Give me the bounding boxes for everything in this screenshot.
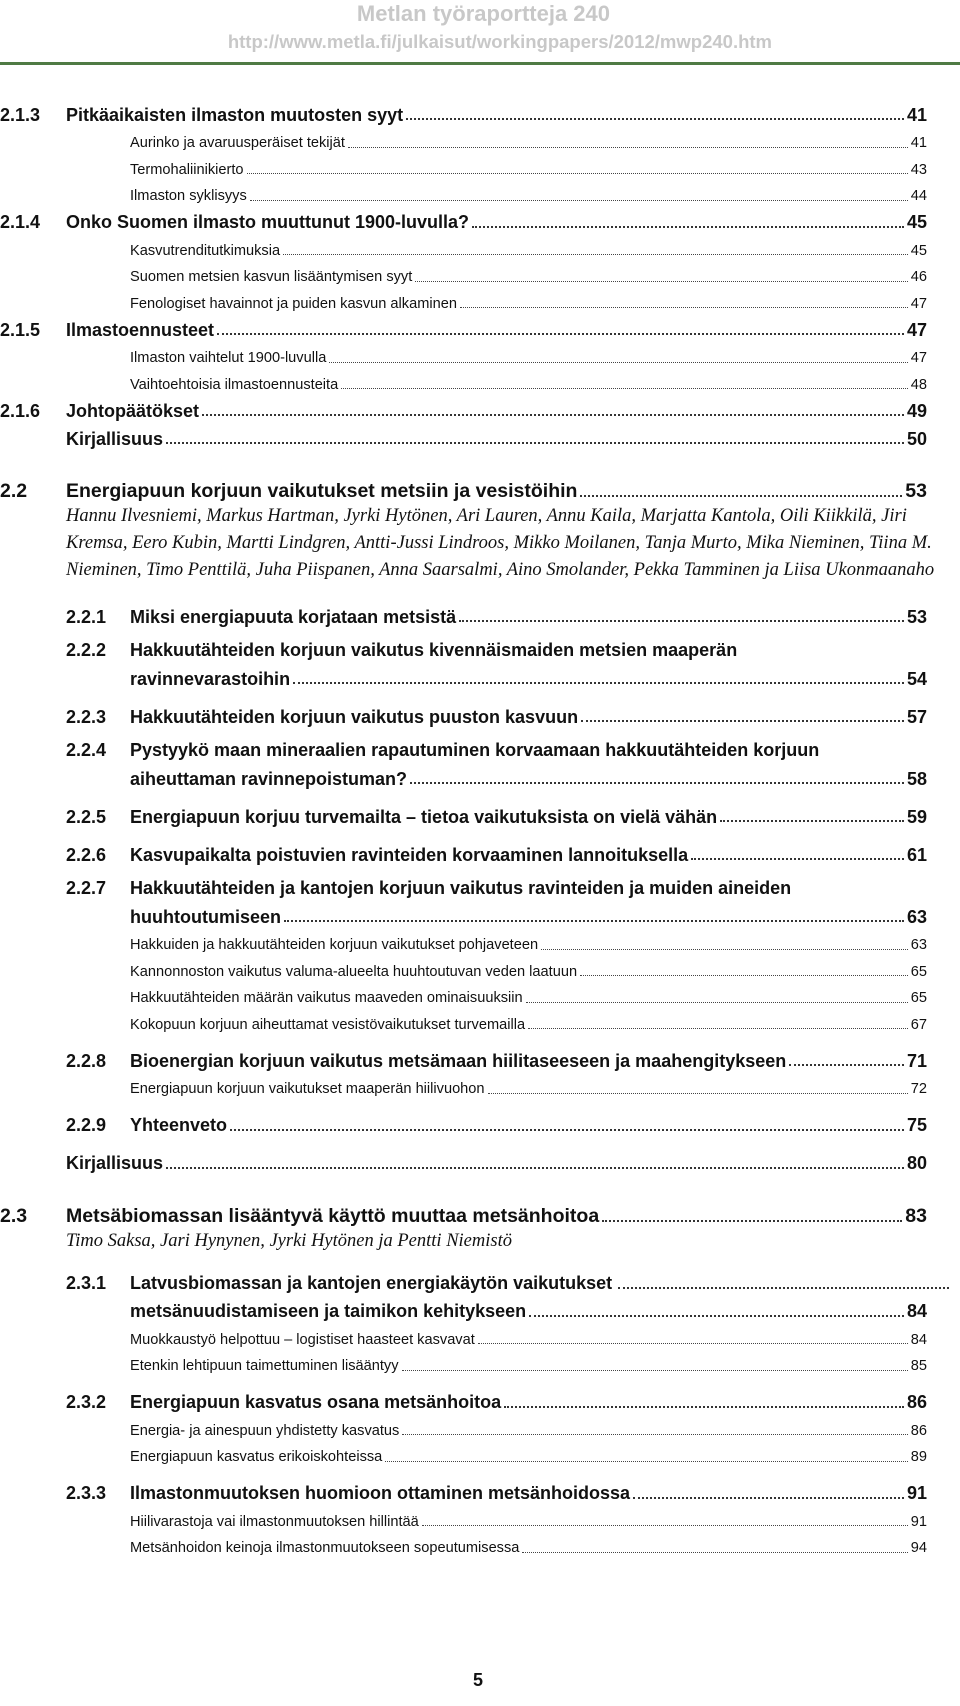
toc-subentry[interactable] xyxy=(130,1323,927,1350)
page-number: 59 xyxy=(906,806,927,827)
entry-title: Pitkäaikaisten ilmaston muutosten syyt xyxy=(66,104,404,125)
entry-title-line2: ravinnevarastoihin xyxy=(130,668,291,689)
page-number: 47 xyxy=(906,319,927,340)
section-number: 2.2.3 xyxy=(66,706,107,727)
section-number: 2.2 xyxy=(0,480,28,502)
page-number: 49 xyxy=(906,400,927,421)
dot-leader xyxy=(528,1028,908,1029)
toc-subentry[interactable] xyxy=(130,126,927,153)
toc-entry-2-1-4[interactable] xyxy=(0,206,927,234)
toc-entry-2-2-8[interactable] xyxy=(66,1044,927,1072)
dot-leader xyxy=(720,820,904,822)
section-number: 2.2.5 xyxy=(66,806,107,827)
entry-title: Metsäbiomassan lisääntyvä käyttö muuttaa metsänhoitoa xyxy=(66,1204,600,1227)
entry-title: Bioenergian korjuun vaikutus metsämaan hiilitaseeseen ja maahengitykseen xyxy=(130,1050,787,1071)
page-number: 67 xyxy=(910,1016,927,1033)
page-number: 86 xyxy=(906,1392,927,1413)
entry-title-line2: metsänuudistamiseen ja taimikon kehitykseen xyxy=(130,1301,527,1322)
toc-subentry[interactable] xyxy=(130,234,927,261)
toc-entry-2-2[interactable] xyxy=(0,472,927,503)
entry-title: Energiapuun korjuu turvemailta – tietoa vaikutuksista on vielä vähän xyxy=(130,806,718,827)
page-number: 85 xyxy=(910,1358,927,1375)
section-number: 2.1.3 xyxy=(0,104,41,125)
toc-entry-2-3-2[interactable] xyxy=(66,1386,927,1414)
dot-leader xyxy=(283,254,908,255)
page-number: 57 xyxy=(906,706,927,727)
entry-title: Energiapuun kasvatus erikoiskohteissa xyxy=(130,1449,383,1466)
page-number: 89 xyxy=(910,1449,927,1466)
section-number: 2.2.4 xyxy=(66,740,107,760)
dot-leader xyxy=(385,1461,907,1462)
entry-title-line1: Hakkuutähteiden ja kantojen korjuun vaikutus ravinteiden ja muiden aineiden xyxy=(130,878,792,898)
toc-subentry[interactable] xyxy=(130,341,927,368)
page-number: 83 xyxy=(905,1204,927,1227)
toc-subentry[interactable] xyxy=(130,1505,927,1532)
dot-leader xyxy=(166,442,904,444)
toc-subentry[interactable] xyxy=(130,287,927,314)
dot-leader xyxy=(529,1315,904,1317)
page-number: 86 xyxy=(910,1422,927,1439)
page-number: 45 xyxy=(910,242,927,259)
page-number: 47 xyxy=(910,350,927,367)
dot-leader xyxy=(422,1525,908,1526)
entry-title: Hakkuutähteiden korjuun vaikutus puuston kasvuun xyxy=(130,706,579,727)
dot-leader xyxy=(341,388,908,389)
dot-leader xyxy=(618,1287,949,1289)
section-number: 2.3 xyxy=(0,1204,28,1227)
section-number: 2.2.1 xyxy=(66,606,107,627)
entry-title: Kirjallisuus xyxy=(66,1153,164,1174)
section-number: 2.2.6 xyxy=(66,844,107,865)
page-number: 72 xyxy=(910,1081,927,1098)
dot-leader xyxy=(230,1129,904,1131)
section-number: 2.3.2 xyxy=(66,1392,107,1413)
entry-title: Kannonnoston vaikutus valuma-alueelta huuhtoutuvan veden laatuun xyxy=(130,963,578,980)
page-number: 44 xyxy=(910,188,927,205)
dot-leader xyxy=(478,1343,908,1344)
toc-subentry[interactable] xyxy=(130,955,927,982)
entry-title: Yhteenveto xyxy=(130,1115,228,1136)
section-authors: Hannu Ilvesniemi, Markus Hartman, Jyrki Hytönen, Ari Lauren, Annu Kaila, Marjatta Kantola, Oili Kiikkilä, Jiri Kremsa, Eero Kubin, Martti Lindgren, Antti-Jussi Lindroos, Mikko Moilanen, Tanja Murto, Mika Nieminen, Tiina M. Nieminen, Timo Penttilä, Juha Piispanen, Anna Saarsalmi, Aino Smolander, Pekka Tamminen ja Liisa Ukonmaanaho xyxy=(66,506,935,580)
entry-title-line1: Hakkuutähteiden korjuun vaikutus kivennäismaiden metsien maaperän xyxy=(130,640,738,660)
entry-title: Ilmaston vaihtelut 1900-luvulla xyxy=(130,350,327,367)
page-number: 75 xyxy=(906,1115,927,1136)
entry-title: Kasvupaikalta poistuvien ravinteiden korvaaminen lannoituksella xyxy=(130,844,689,865)
dot-leader xyxy=(402,1434,907,1435)
section-number: 2.3.3 xyxy=(66,1483,107,1504)
page-number: 94 xyxy=(910,1540,927,1557)
section-number: 2.1.6 xyxy=(0,400,41,421)
entry-title: Vaihtoehtoisia ilmastoennusteita xyxy=(130,376,339,393)
section-number: 2.1.5 xyxy=(0,319,41,340)
page-number: 47 xyxy=(910,295,927,312)
page-number: 41 xyxy=(910,135,927,152)
dot-leader xyxy=(789,1064,904,1066)
toc-subentry[interactable] xyxy=(130,368,927,395)
toc-subentry[interactable] xyxy=(130,1349,927,1376)
section-number: 2.2.2 xyxy=(66,640,107,660)
dot-leader xyxy=(166,1167,904,1169)
entry-title-line2: huuhtoutumiseen xyxy=(130,906,281,927)
dot-leader xyxy=(580,975,908,976)
section-number: 2.3.1 xyxy=(66,1272,107,1293)
page-number: 46 xyxy=(910,269,927,286)
page-number: 58 xyxy=(906,768,927,789)
toc-subentry[interactable] xyxy=(130,179,927,206)
dot-leader xyxy=(293,682,904,684)
page-number: 80 xyxy=(906,1153,927,1174)
entry-title: Miksi energiapuuta korjataan metsistä xyxy=(130,606,457,627)
toc-entry-2-2-6[interactable] xyxy=(66,838,927,866)
dot-leader xyxy=(472,226,904,228)
section-number: 2.2.8 xyxy=(66,1050,107,1071)
entry-title: Termohaliinikierto xyxy=(130,161,244,178)
entry-title: Hiilivarastoja vai ilmastonmuutoksen hillintää xyxy=(130,1513,419,1530)
page-number: 65 xyxy=(910,990,927,1007)
toc-entry-2-3-1[interactable] xyxy=(0,1271,960,1323)
section-number: 2.1.4 xyxy=(0,212,41,233)
entry-title: Onko Suomen ilmasto muuttunut 1900-luvulla? xyxy=(66,212,470,233)
page-number: 50 xyxy=(906,428,927,449)
entry-title: Johtopäätökset xyxy=(66,400,200,421)
dot-leader xyxy=(250,200,908,201)
toc-entry-kirjallisuus[interactable] xyxy=(66,1147,927,1175)
dot-leader xyxy=(415,281,907,282)
dot-leader xyxy=(633,1497,904,1499)
entry-title: Kasvutrenditutkimuksia xyxy=(130,242,281,259)
entry-title-line1: Latvusbiomassan ja kantojen energiakäytön vaikutukset xyxy=(130,1272,613,1293)
section-number: 2.2.7 xyxy=(66,878,107,898)
toc-subentry[interactable] xyxy=(130,981,927,1008)
dot-leader xyxy=(460,307,908,308)
toc-entry-2-2-9[interactable] xyxy=(66,1109,927,1137)
page-number: 54 xyxy=(906,668,927,689)
header-rule xyxy=(0,62,960,65)
entry-title-line1: Pystyykö maan mineraalien rapautuminen korvaamaan hakkuutähteiden korjuun xyxy=(130,740,820,760)
dot-leader xyxy=(402,1370,908,1371)
dot-leader xyxy=(691,858,904,860)
toc-entry-2-2-1[interactable] xyxy=(66,600,927,628)
page-number: 45 xyxy=(906,212,927,233)
entry-title: Energiapuun kasvatus osana metsänhoitoa xyxy=(130,1392,502,1413)
dot-leader xyxy=(602,1220,902,1222)
page-number-footer: 5 xyxy=(473,1670,484,1690)
section-number: 2.2.9 xyxy=(66,1115,107,1136)
toc-subentry[interactable] xyxy=(130,1072,927,1099)
toc-entry-2-2-2[interactable] xyxy=(0,638,960,690)
page-number: 41 xyxy=(906,104,927,125)
entry-title: Suomen metsien kasvun lisääntymisen syyt xyxy=(130,269,413,286)
toc-subentry[interactable] xyxy=(130,928,927,955)
page-number: 71 xyxy=(906,1050,927,1071)
dot-leader xyxy=(406,118,904,120)
page-number: 48 xyxy=(910,376,927,393)
toc-entry-2-2-7[interactable] xyxy=(0,876,960,928)
dot-leader xyxy=(526,1002,908,1003)
dot-leader xyxy=(202,414,904,416)
section-authors: Timo Saksa, Jari Hynynen, Jyrki Hytönen ja Pentti Niemistö xyxy=(66,1230,512,1251)
entry-title: Etenkin lehtipuun taimettuminen lisääntyy xyxy=(130,1358,399,1375)
entry-title: Ilmastoennusteet xyxy=(66,319,215,340)
toc-subentry[interactable] xyxy=(130,1440,927,1467)
page-number: 65 xyxy=(910,963,927,980)
toc-subentry[interactable] xyxy=(130,153,927,180)
series-url: http://www.metla.fi/julkaisut/workingpapers/2012/mwp240.htm xyxy=(227,31,772,52)
dot-leader xyxy=(580,495,902,497)
entry-title: Energiapuun korjuun vaikutukset metsiin ja vesistöihin xyxy=(66,480,578,502)
dot-leader xyxy=(284,920,904,922)
dot-leader xyxy=(581,720,904,722)
dot-leader xyxy=(348,147,908,148)
page-number: 53 xyxy=(906,606,927,627)
page-number: 84 xyxy=(906,1301,927,1322)
dot-leader xyxy=(459,620,904,622)
entry-title: Ilmastonmuutoksen huomioon ottaminen metsänhoidossa xyxy=(130,1483,631,1504)
entry-title: Kirjallisuus xyxy=(66,428,164,449)
entry-title: Muokkaustyö helpottuu – logistiset haasteet kasvavat xyxy=(130,1331,475,1348)
dot-leader xyxy=(410,782,904,784)
toc-entry-2-2-3[interactable] xyxy=(66,700,927,728)
dot-leader xyxy=(504,1406,904,1408)
page-number: 84 xyxy=(910,1331,927,1348)
dot-leader xyxy=(217,333,904,335)
page-number: 53 xyxy=(905,480,927,502)
entry-title: Energia- ja ainespuun yhdistetty kasvatus xyxy=(130,1422,400,1439)
entry-title-line2: aiheuttaman ravinnepoistuman? xyxy=(130,768,408,789)
page-number: 61 xyxy=(906,844,927,865)
toc-entry-2-1-6[interactable] xyxy=(0,394,927,422)
toc-subentry[interactable] xyxy=(130,260,927,287)
dot-leader xyxy=(522,1552,907,1553)
entry-title: Energiapuun korjuun vaikutukset maaperän hiilivuohon xyxy=(130,1081,485,1098)
page-number: 63 xyxy=(906,906,927,927)
toc-entry-2-1-3[interactable] xyxy=(0,98,927,126)
toc-entry-2-3-3[interactable] xyxy=(66,1477,927,1505)
page-number: 91 xyxy=(910,1513,927,1530)
toc-entry-2-2-4[interactable] xyxy=(0,738,960,790)
toc-subentry[interactable] xyxy=(130,1008,927,1035)
entry-title: Kokopuun korjuun aiheuttamat vesistövaikutukset turvemailla xyxy=(130,1016,526,1033)
entry-title: Metsänhoidon keinoja ilmastonmuutokseen sopeutumisessa xyxy=(130,1540,520,1557)
toc-entry-2-3[interactable] xyxy=(0,1197,927,1228)
entry-title: Hakkuutähteiden määrän vaikutus maaveden ominaisuuksiin xyxy=(130,990,523,1007)
toc-subentry[interactable] xyxy=(130,1531,927,1558)
entry-title: Aurinko ja avaruusperäiset tekijät xyxy=(130,135,345,152)
entry-title: Ilmaston syklisyys xyxy=(130,188,247,205)
entry-title: Hakkuiden ja hakkuutähteiden korjuun vaikutukset pohjaveteen xyxy=(130,937,539,954)
toc-entry-2-1-5[interactable] xyxy=(0,313,927,341)
entry-title: Fenologiset havainnot ja puiden kasvun alkaminen xyxy=(130,295,457,312)
page-number: 91 xyxy=(906,1483,927,1504)
dot-leader xyxy=(488,1093,908,1094)
dot-leader xyxy=(247,173,908,174)
table-of-contents xyxy=(0,98,960,1558)
toc-entry-kirjallisuus[interactable] xyxy=(66,422,927,450)
page-number: 43 xyxy=(910,161,927,178)
dot-leader xyxy=(541,949,908,950)
toc-subentry[interactable] xyxy=(130,1414,927,1441)
toc-entry-2-2-5[interactable] xyxy=(66,800,927,828)
series-title: Metlan työraportteja 240 xyxy=(356,1,610,26)
page-number: 63 xyxy=(910,937,927,954)
dot-leader xyxy=(329,362,907,363)
